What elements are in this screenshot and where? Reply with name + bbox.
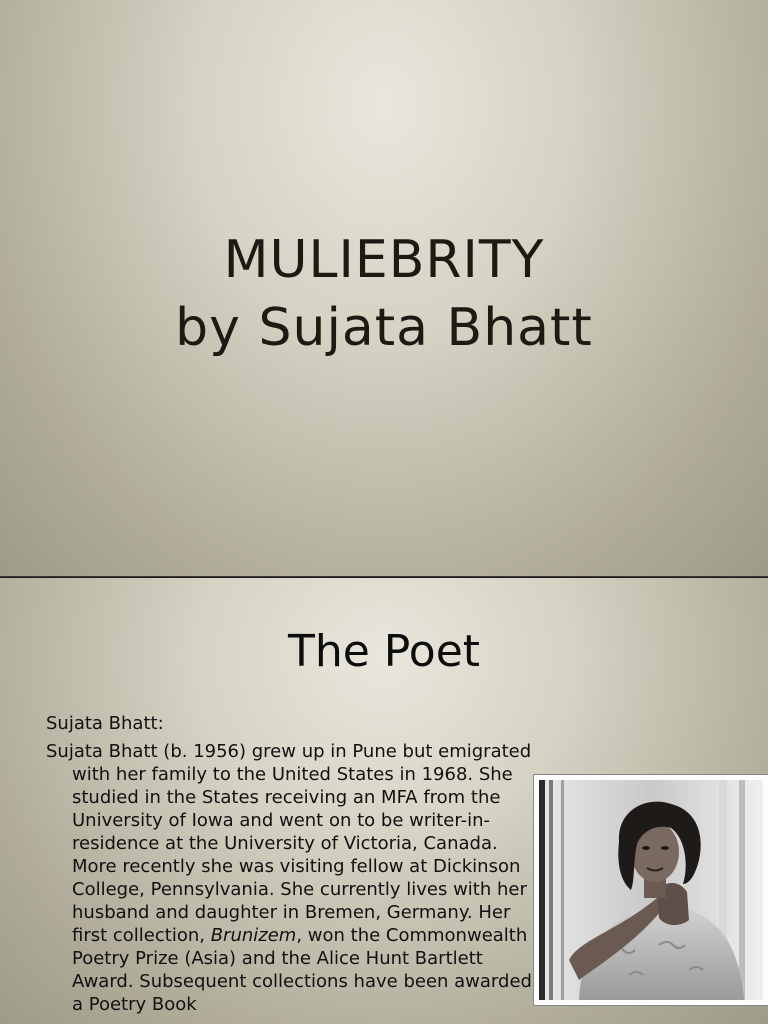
- slide-title: [0, 226, 768, 362]
- bio-text-part-1: Sujata Bhatt (b. 1956) grew up in Pune but emigrated with her family to the United States in 1968. She studied in the States receiving an MFA from the University of Iowa and went on to be writer-in-residence at the University of Victoria, Canada. More recently she was visiting fellow at Dickinson College, Pennsylvania. She currently lives with her husband and daughter in Bremen, Germany. Her first collection,: [46, 741, 532, 946]
- bio-collection-title: Brunizem: [210, 925, 297, 946]
- title-line-1: MULIEBRITY: [223, 230, 545, 290]
- poet-slide: [0, 578, 768, 1024]
- slide-title: The Poet: [287, 626, 481, 677]
- bio-text: [46, 712, 536, 1016]
- poet-portrait-image: [539, 780, 763, 1000]
- poet-photo: [533, 774, 768, 1006]
- bio-text-part-2: , won the Commonwealth Poetry Prize (Asia) and the Alice Hunt Bartlett Award. Subsequent collections have been awarded a Poetry Book: [72, 925, 532, 1015]
- bio-heading: Sujata Bhatt:: [46, 713, 164, 734]
- bio-paragraph: [46, 740, 536, 1016]
- title-line-2: by Sujata Bhatt: [175, 298, 593, 358]
